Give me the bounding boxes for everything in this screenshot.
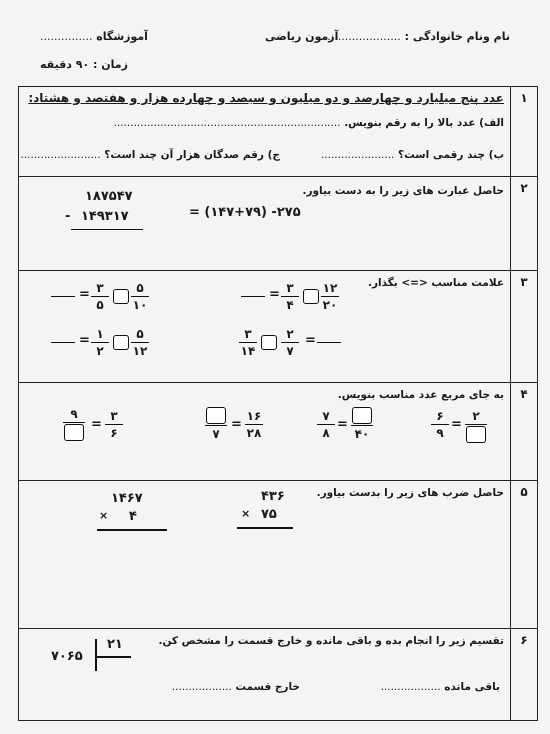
q3-c4-fraction-b <box>91 327 109 358</box>
question-body-6 <box>19 629 511 721</box>
q5-m1-times: × <box>241 507 251 520</box>
q3-c2-b-denominator: ۵ <box>96 298 104 312</box>
q6-quotient-label: خارج قسمت <box>235 681 300 693</box>
fraction-bar <box>281 342 299 343</box>
q3-c1-a-numerator: ۱۲ <box>322 281 338 295</box>
fraction-bar <box>321 296 339 297</box>
q3-c4-a-numerator: ۵ <box>136 327 144 341</box>
q3-c1-b-denominator: ۴ <box>286 298 294 312</box>
q1-part-b-label: ب) چند رقمی است؟ <box>398 149 504 161</box>
fraction-bar <box>431 424 449 425</box>
q4-e3-a-denominator: ۷ <box>212 427 220 441</box>
fraction-bar <box>91 342 109 343</box>
q3-c2-fraction-a <box>131 281 149 312</box>
fraction-bar <box>317 424 335 425</box>
q4-e3-b-denominator: ۲۸ <box>246 426 262 440</box>
question-row-2 <box>19 177 538 271</box>
q6-quotient <box>172 681 300 693</box>
q3-c2-a-numerator: ۵ <box>136 281 144 295</box>
q2-statement: حاصل عبارت های زیر را به دست بیاور. <box>302 185 504 197</box>
q2-bottom-number: ۱۴۹۳۱۷ <box>81 209 129 224</box>
q3-c4-answer-box[interactable] <box>113 335 129 350</box>
q3-c3-a-numerator: ۳ <box>244 327 252 341</box>
q4-e4-answer-box[interactable] <box>64 424 84 441</box>
q4-statement: به جای مربع عدد مناسب بنویس. <box>337 389 504 401</box>
q3-c3-b-denominator: ۷ <box>286 344 294 358</box>
q3-c1-answer-box[interactable] <box>303 289 319 304</box>
q4-e1-b-numerator: ۲ <box>472 409 480 423</box>
q4-e1-a-denominator: ۹ <box>436 426 444 440</box>
q1-part-a-dots: .................................................................... <box>113 117 341 129</box>
equals-sign: = <box>337 417 348 432</box>
fraction-bar <box>281 296 299 297</box>
q1-part-c <box>20 149 280 161</box>
equals-sign: = <box>231 417 242 432</box>
fraction-bar <box>465 424 487 425</box>
question-row-1 <box>19 87 538 177</box>
q3-c1-b-numerator: ۳ <box>286 281 294 295</box>
q5-m2-answer-line <box>97 529 167 531</box>
question-body-4 <box>19 383 511 481</box>
equals-sign: = <box>91 417 102 432</box>
q3-c4-a-denominator: ۱۲ <box>132 344 148 358</box>
fraction-bar <box>245 424 263 425</box>
q4-e1-answer-box[interactable] <box>466 426 486 443</box>
q3-c1-a-denominator: ۲۰ <box>322 298 338 312</box>
fraction-bar <box>205 425 227 426</box>
school-label: آموزشگاه <box>96 30 148 43</box>
q3-c4-b-denominator: ۲ <box>96 344 104 358</box>
q3-c1-blank[interactable] <box>241 296 265 297</box>
q4-e4-b-denominator: ۶ <box>110 426 118 440</box>
question-number-3: ۳ <box>511 271 538 383</box>
q4-e2-a-numerator: ۷ <box>322 409 330 423</box>
question-number-1: ۱ <box>511 87 538 177</box>
q3-c4-blank[interactable] <box>51 342 75 343</box>
question-row-6 <box>19 629 538 721</box>
question-number-2: ۲ <box>511 177 538 271</box>
q4-e2-answer-box[interactable] <box>352 407 372 424</box>
q2-minus-sign: - <box>65 209 71 224</box>
equals-sign: = <box>79 333 90 348</box>
fraction-bar <box>105 424 123 425</box>
q2-top-number: ۱۸۷۵۴۷ <box>85 189 133 204</box>
q5-m1-top: ۴۳۶ <box>261 489 285 504</box>
q6-remainder <box>381 681 500 693</box>
question-row-4 <box>19 383 538 481</box>
equals-sign: = <box>269 287 280 302</box>
q4-e2-fraction-a <box>317 409 335 440</box>
q6-divisor: ۲۱ <box>107 637 123 652</box>
q3-c3-fraction-b <box>281 327 299 358</box>
q6-remainder-dots: .................. <box>380 681 441 693</box>
questions-table <box>18 86 538 721</box>
fraction-bar <box>239 342 257 343</box>
q4-e2-a-denominator: ۸ <box>322 426 330 440</box>
q3-c3-b-numerator: ۲ <box>286 327 294 341</box>
q2-expression: ۲۷۵- (۱۴۷+۷۹) = <box>189 205 301 220</box>
q4-e4-fraction-a <box>63 407 85 441</box>
q2-answer-line <box>71 229 143 230</box>
q3-c1-fraction-a <box>321 281 339 312</box>
q4-e2-b-denominator: ۴۰ <box>354 427 370 441</box>
fraction-bar <box>131 296 149 297</box>
q3-c3-a-denominator: ۱۴ <box>240 344 256 358</box>
q3-c1-fraction-b <box>281 281 299 312</box>
question-body-3 <box>19 271 511 383</box>
q5-m2-top: ۱۴۶۷ <box>111 491 143 506</box>
q4-e3-answer-box[interactable] <box>206 407 226 424</box>
q3-c3-answer-box[interactable] <box>261 335 277 350</box>
fraction-bar <box>91 296 109 297</box>
q3-statement: علامت مناسب <=> بگذار. <box>367 277 504 289</box>
question-number-6: ۶ <box>511 629 538 721</box>
equals-sign: = <box>451 417 462 432</box>
equals-sign: = <box>305 333 316 348</box>
q5-m2-bottom: ۴ <box>129 509 137 524</box>
q5-statement: حاصل ضرب های زیر را بدست بیاور. <box>316 487 504 499</box>
q1-part-c-dots: ........................ <box>20 149 101 161</box>
q3-c4-fraction-a <box>131 327 149 358</box>
student-name-line <box>324 30 510 43</box>
q4-e1-fraction-b <box>465 409 487 443</box>
q1-part-a-label: الف) عدد بالا را به رقم بنویس. <box>344 117 504 129</box>
q4-e2-fraction-b <box>351 407 373 441</box>
q6-statement: تقسیم زیر را انجام بده و باقی مانده و خارج قسمت را مشخص کن. <box>158 635 504 647</box>
q3-c3-fraction-a <box>239 327 257 358</box>
q6-quotient-dots: .................. <box>171 681 232 693</box>
q4-e4-fraction-b <box>105 409 123 440</box>
q4-e3-fraction-a <box>205 407 227 441</box>
question-number-5: ۵ <box>511 481 538 629</box>
q3-c2-fraction-b <box>91 281 109 312</box>
q6-division-bar-horizontal <box>95 656 131 658</box>
school-line <box>40 30 148 43</box>
school-dots: ............... <box>40 30 93 43</box>
q4-e4-a-numerator: ۹ <box>70 407 78 421</box>
fraction-bar <box>63 422 85 423</box>
q4-e1-fraction-a <box>431 409 449 440</box>
q1-part-a <box>114 117 504 129</box>
q6-dividend: ۷۰۶۵ <box>51 649 83 664</box>
student-name-dots: ...................... <box>323 30 401 43</box>
question-body-2 <box>19 177 511 271</box>
student-name-label: نام ونام خانوادگی : <box>404 30 510 43</box>
q1-statement: عدد پنج میلیارد و چهارصد و دو میلیون و سیصد و چهارده هزار و هفتصد و هشتاد: <box>28 91 504 105</box>
q1-part-b <box>321 149 504 161</box>
q5-m1-bottom: ۷۵ <box>261 507 277 522</box>
q6-division-bar-vertical <box>95 639 97 671</box>
q1-part-b-dots: ...................... <box>320 149 395 161</box>
fraction-bar <box>351 425 373 426</box>
q3-c2-a-denominator: ۱۰ <box>132 298 148 312</box>
q3-c4-b-numerator: ۱ <box>96 327 104 341</box>
q5-m2-times: × <box>99 509 109 522</box>
equals-sign: = <box>79 287 90 302</box>
q3-c2-answer-box[interactable] <box>113 289 129 304</box>
q5-m1-answer-line <box>237 527 293 529</box>
question-body-1 <box>19 87 511 177</box>
question-body-5 <box>19 481 511 629</box>
question-row-3 <box>19 271 538 383</box>
q3-c2-blank[interactable] <box>51 296 75 297</box>
q4-e3-fraction-b <box>245 409 263 440</box>
exam-title: آزمون ریاضی <box>265 30 339 43</box>
time-label: زمان : ۹۰ دقیقه <box>40 58 128 71</box>
q3-c3-blank[interactable] <box>317 342 341 343</box>
q1-part-c-label: ج) رقم صدگان هزار آن چند است؟ <box>104 149 280 161</box>
question-number-4: ۴ <box>511 383 538 481</box>
q4-e1-a-numerator: ۶ <box>436 409 444 423</box>
fraction-bar <box>131 342 149 343</box>
q3-c2-b-numerator: ۳ <box>96 281 104 295</box>
q4-e4-b-numerator: ۳ <box>110 409 118 423</box>
q6-remainder-label: باقی مانده <box>444 681 500 693</box>
q4-e3-b-numerator: ۱۶ <box>246 409 262 423</box>
question-row-5 <box>19 481 538 629</box>
